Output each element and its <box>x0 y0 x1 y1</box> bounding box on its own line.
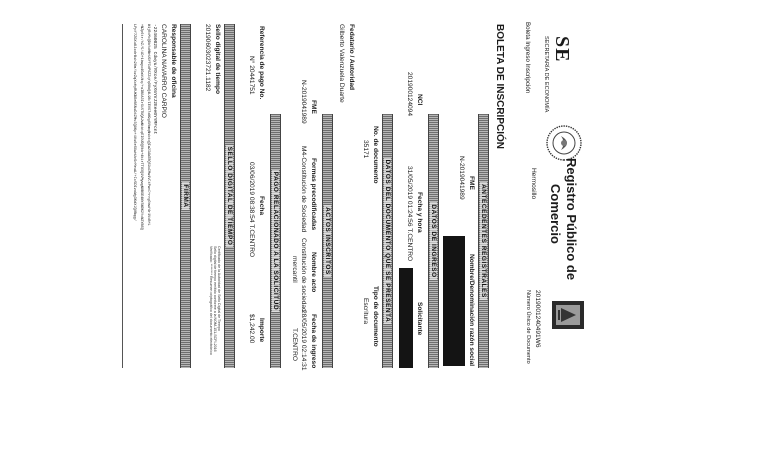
actos-fme-value: N-2019041989 <box>300 80 307 124</box>
document-number-label: Número Único de Documento <box>525 290 531 364</box>
section-antecedentes <box>478 114 489 368</box>
sello-label: Sello digital de tiempo <box>214 24 221 94</box>
section-actos <box>322 114 333 368</box>
signature-line: -22460025 Cdwyu/RXce/FyX6YVJ2Eee0YYMFcnt <box>152 24 157 135</box>
documento-tipo-value: Escritura <box>362 298 369 325</box>
redacted-applicant <box>399 268 413 368</box>
section-pago <box>270 114 281 368</box>
page-title: BOLETA DE INSCRIPCIÓN <box>494 24 505 150</box>
ingreso-nci-label: NCI <box>416 94 423 106</box>
certificate-block <box>208 246 221 370</box>
ingreso-nci-value: 201900124094 <box>406 72 413 117</box>
documento-num-value: 35171 <box>362 140 369 159</box>
actos-fecha-label: Fecha de ingreso <box>310 314 317 369</box>
pago-fecha-label: Fecha <box>258 196 265 216</box>
redacted-company-name <box>443 236 465 366</box>
documento-tipo-label: Tipo de documento <box>372 286 379 347</box>
actos-nombre-value-1: Constitución de sociedad <box>300 238 307 312</box>
actos-nombre-value-2: mercantil <box>291 256 298 283</box>
actos-fecha-value-2: T.CENTRO <box>291 328 298 361</box>
documento-num-label: No. de documento <box>372 126 379 184</box>
sello-value: 20190603023721.1182 <box>204 24 211 92</box>
pago-ref-value: N° 20441751 <box>248 56 255 95</box>
actos-nombre-label: Nombre acto <box>310 252 317 293</box>
registry-title-line2: Comercio <box>548 184 563 244</box>
registry-title-line1: Registro Público de <box>564 158 579 281</box>
antecedentes-fme-label: FME <box>468 176 475 190</box>
signature-line: W1jRcMcQDbYoHNnUGfFIdP6ZZqYqOUbQ4L9B/IEVS7xN9g4VbmqNsbtqQIw2IAWZ8QS9xIMw1VCtPwnC+rrg0bwY4r1VcB+L <box>146 24 150 226</box>
section-ingreso <box>428 114 439 368</box>
section-documento <box>382 114 393 368</box>
cert-line: Sello digital de tiempo emitido conforme a la NOM-151-SCFI-2016 <box>212 246 217 352</box>
office-city: Hermosillo <box>530 168 537 200</box>
responsable-name: CAROLINA NAVARRO CARPIO <box>160 24 167 118</box>
section-sello-tiempo <box>224 24 235 368</box>
ingreso-solicitante-label: Solicitante <box>416 302 423 336</box>
registry-emblem-icon <box>551 300 585 330</box>
doc-type-label: Boleta Ingreso Inscripción <box>524 22 531 94</box>
signature-line: LPpY7ZGXu8JxdrBsh26m/bzZqXoHyRUKBOeB5NuD4ZMv3Q9Kp+4Vu6eSXwhUvSrMeuA/+Ic5DIzoWg3KdXJQ0Nqg/ <box>132 24 136 221</box>
agency-logo-mark: SE <box>551 36 573 63</box>
pago-fecha-value: 03/06/2019 08:38:54 T.CENTRO <box>248 162 255 258</box>
ingreso-fecha-label: Fecha y hora <box>416 192 423 233</box>
actos-forma-value: M4-Constitución de Sociedad <box>300 146 307 233</box>
section-firma-title: FIRMA <box>182 184 189 208</box>
section-antecedentes-title: ANTECEDENTES REGISTRALES <box>480 184 487 298</box>
government-seal-icon <box>545 124 583 162</box>
actos-fme-label: FME <box>310 100 317 114</box>
cert-line: Verificado: ******** Resumen criptográfico del documento electrónico <box>208 246 213 355</box>
section-firma <box>180 24 191 368</box>
antecedentes-fme-value: N-2019041989 <box>458 156 465 200</box>
section-actos-title: ACTOS INSCRITOS <box>324 207 331 275</box>
document-number: 2019001240491W6 <box>534 290 541 348</box>
pago-ref-label: Referencia de pago No. <box>258 26 265 100</box>
responsable-label: Responsable de oficina <box>170 24 177 98</box>
registration-document <box>0 16 593 376</box>
section-pago-title: PAGO RELACIONADO A LA SOLICITUD <box>272 171 279 311</box>
signature-line: +NZp6tr/hZ/5/iD+1bwyo4OakUkq/+aIB0A3IrSi5TUQAJwNtbtqEI0UDQ0kb+4kirTTU3Q9VMywgNUBSE4NYSNOK2YcNZYBSQ <box>139 24 143 230</box>
documento-fedatario-label: Fedatario / Autoridad <box>348 24 355 91</box>
pago-importe-value: $1,242.00 <box>248 314 255 344</box>
pago-importe-label: Importe <box>258 318 265 343</box>
antecedentes-name-label: Nombre/Denominación razón social <box>468 254 475 367</box>
actos-fecha-value-1: 28/05/2019 02:14:31 <box>300 310 307 371</box>
actos-forma-label: Formas precodificadas <box>310 158 317 231</box>
agency-name: SECRETARÍA DE ECONOMÍA <box>543 36 549 113</box>
cert-line: Certificado de la Autoridad de Sello Digital de Tiempo <box>217 246 221 331</box>
section-sello-tiempo-title: SELLO DIGITAL DE TIEMPO <box>226 146 233 246</box>
section-documento-title: DATOS DEL DOCUMENTO QUE SE PRESENTA <box>384 159 391 323</box>
section-ingreso-title: DATOS DE INGRESO <box>430 204 437 278</box>
ingreso-fecha-value: 31/05/2019 01:24:56 T.CENTRO <box>406 166 413 262</box>
footer-rule <box>122 24 123 368</box>
documento-fedatario-value: Gilberto Valenzuela Duarte <box>338 24 345 103</box>
